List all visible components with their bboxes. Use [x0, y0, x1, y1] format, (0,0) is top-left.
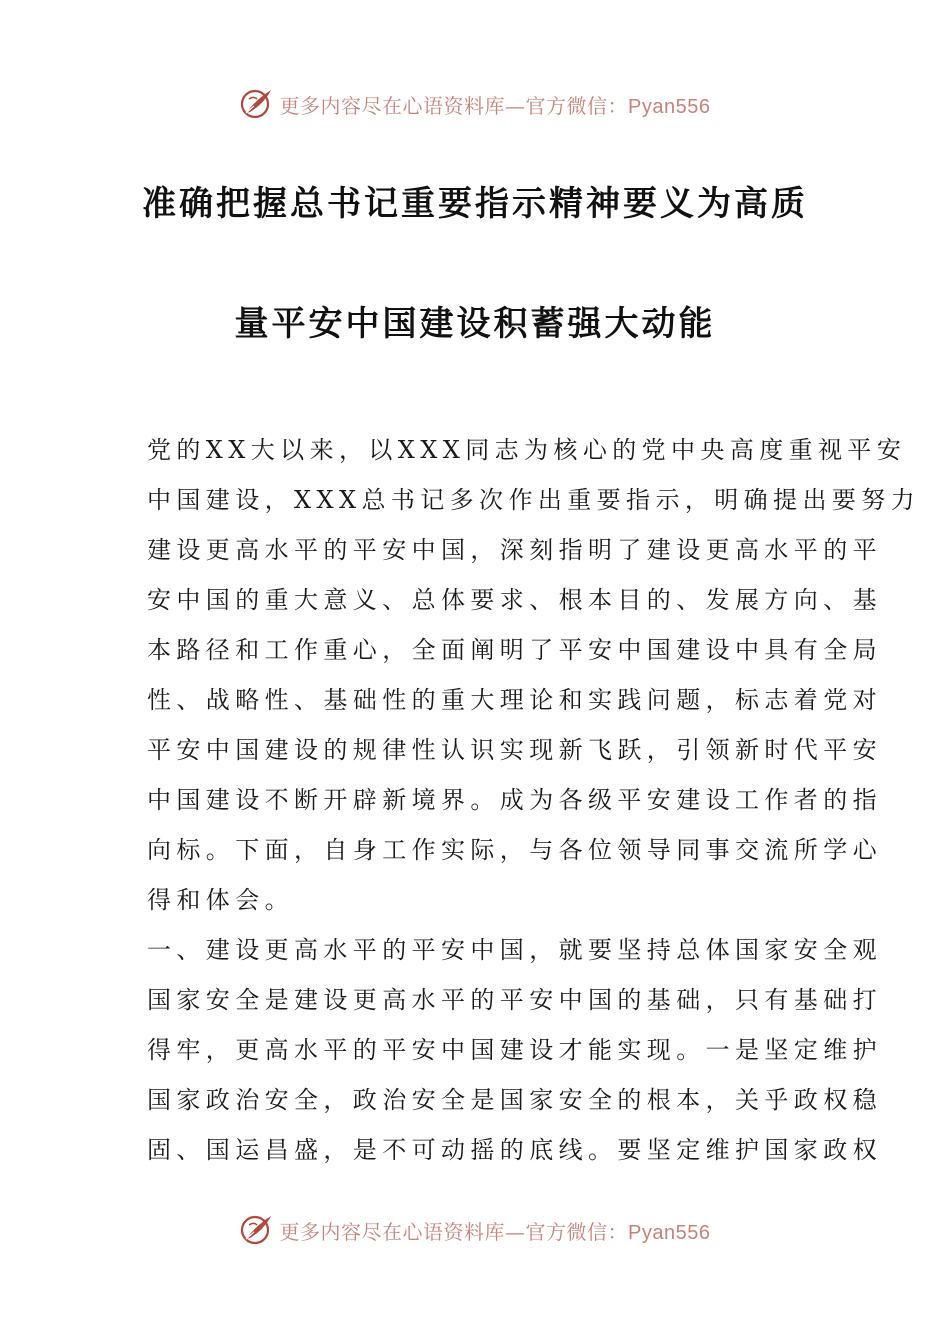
section-heading-line: 一、建设更高水平的平安中国，就要坚持总体国家安全观 [147, 936, 882, 964]
header-watermark-banner [0, 84, 950, 124]
watermark-handle: Pyan556 [628, 1221, 711, 1244]
quill-pen-circle-icon [240, 87, 274, 121]
body-line: 得牢，更高水平的平安中国建设才能实现。一是坚定维护 [147, 1036, 882, 1064]
body-line: 党的XX大以来，以XXX同志为核心的党中央高度重视平安 [147, 436, 907, 464]
document-body [147, 425, 921, 1175]
body-line: 安中国的重大意义、总体要求、根本目的、发展方向、基 [147, 586, 882, 614]
body-line: 本路径和工作重心，全面阐明了平安中国建设中具有全局 [147, 636, 882, 664]
body-line: 国家安全是建设更高水平的平安中国的基础，只有基础打 [147, 986, 882, 1014]
watermark-text: 更多内容尽在心语资料库—官方微信：Pyan556 [279, 1219, 711, 1244]
body-line: 固、国运昌盛，是不可动摇的底线。要坚定维护国家政权 [147, 1136, 882, 1164]
body-line: 建设更高水平的平安中国，深刻指明了建设更高水平的平 [147, 536, 882, 564]
document-title-line-2: 量平安中国建设积蓄强大动能 [234, 304, 716, 344]
body-line: 中国建设不断开辟新境界。成为各级平安建设工作者的指 [147, 786, 882, 814]
body-line: 中国建设，XXX总书记多次作出重要指示，明确提出要努力 [147, 486, 921, 514]
body-line: 得和体会。 [147, 886, 294, 914]
watermark-handle: Pyan556 [628, 95, 711, 118]
quill-pen-circle-icon [240, 1213, 274, 1247]
watermark-text: 更多内容尽在心语资料库—官方微信：Pyan556 [279, 93, 711, 118]
footer-watermark-banner [0, 1210, 950, 1250]
document-title-line-1: 准确把握总书记重要指示精神要义为高质 [142, 184, 808, 224]
body-line: 平安中国建设的规律性认识实现新飞跃，引领新时代平安 [147, 736, 882, 764]
body-line: 性、战略性、基础性的重大理论和实践问题，标志着党对 [147, 686, 882, 714]
body-line: 国家政治安全，政治安全是国家安全的根本，关乎政权稳 [147, 1086, 882, 1114]
body-line: 向标。下面，自身工作实际，与各位领导同事交流所学心 [147, 836, 882, 864]
